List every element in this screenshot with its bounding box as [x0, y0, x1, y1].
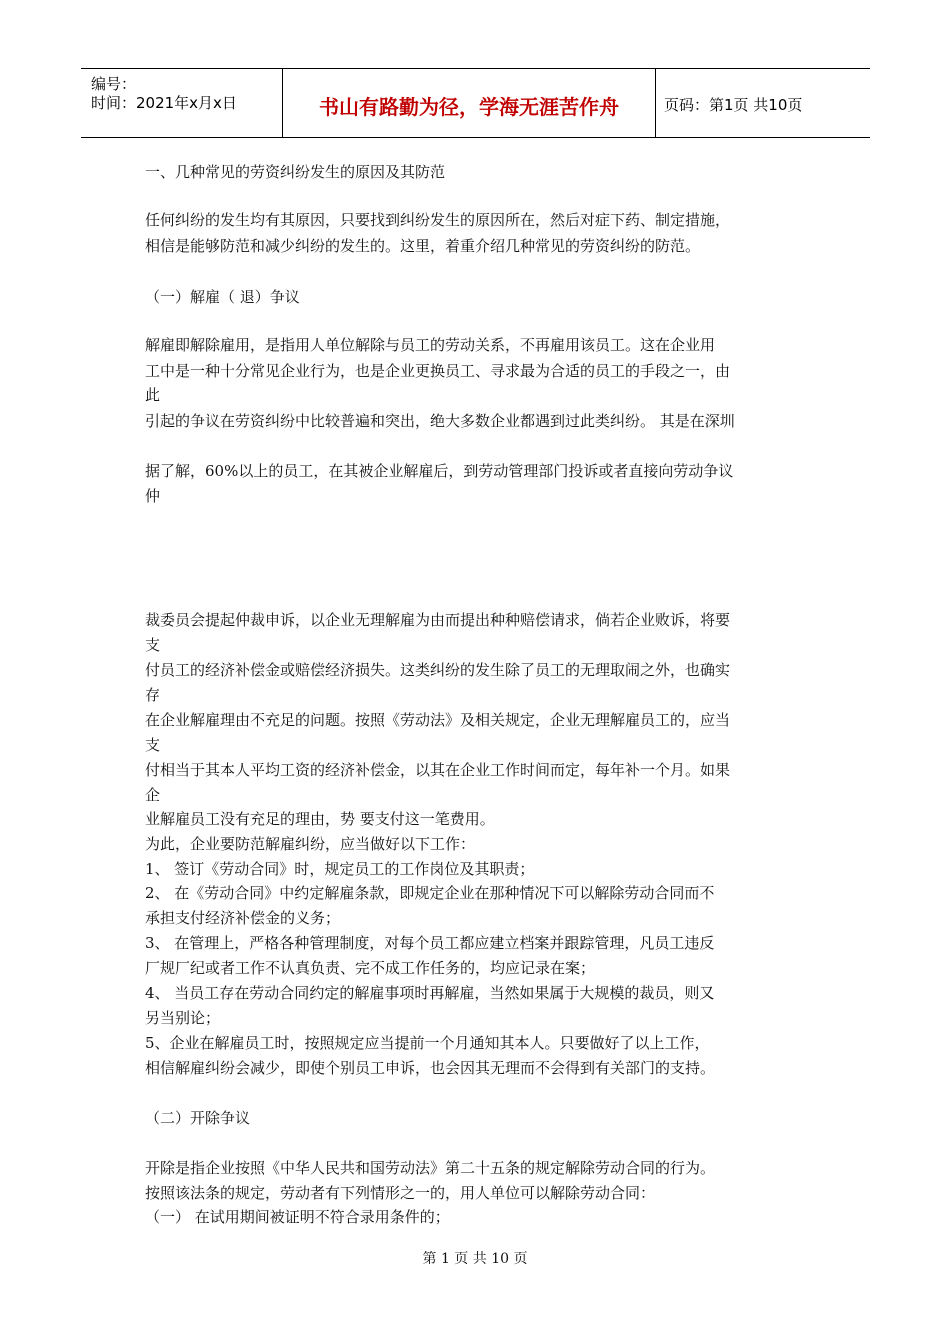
list-item: 1、 签订《劳动合同》时，规定员工的工作岗位及其职责； [145, 860, 535, 878]
paragraph-line: 工中是一种十分常见企业行为，也是企业更换员工、寻求最为合适的员工的手段之一，由 [145, 362, 731, 380]
paragraph-line: 在企业解雇理由不充足的问题。按照《劳动法》及相关规定，企业无理解雇员工的，应当 [145, 711, 731, 729]
list-item: 2、 在《劳动合同》中约定解雇条款，即规定企业在那种情况下可以解除劳动合同而不 [145, 884, 715, 902]
intro-line: 相信是能够防范和减少纠纷的发生的。这里，着重介绍几种常见的劳资纠纷的防范。 [145, 237, 701, 255]
paragraph-line: 业解雇员工没有充足的理由，势 要支付这一笔费用。 [145, 810, 495, 828]
list-item: 3、 在管理上，严格各种管理制度，对每个员工都应建立档案并跟踪管理，凡员工违反 [145, 934, 715, 952]
paragraph-line: 付员工的经济补偿金或赔偿经济损失。这类纠纷的发生除了员工的无理取闹之外，也确实 [145, 661, 731, 679]
paragraph-line: 相信解雇纠纷会减少，即使个别员工申诉，也会因其无理而不会得到有关部门的支持。 [145, 1059, 716, 1077]
header-right-cell [656, 69, 870, 137]
paragraph-line: 仲 [145, 487, 161, 505]
paragraph-line: 存 [145, 686, 161, 704]
section-title: 一、几种常见的劳资纠纷发生的原因及其防范 [145, 163, 446, 181]
list-item: 4、 当员工存在劳动合同约定的解雇事项时再解雇，当然如果属于大规模的裁员，则又 [145, 984, 715, 1002]
subsection-title-dismissal: （一）解雇（ 退）争议 [145, 288, 300, 306]
paragraph-line: 裁委员会提起仲裁申诉，以企业无理解雇为由而提出种种赔偿请求，倘若企业败诉，将要 [145, 611, 731, 629]
subsection-title-expulsion: （二）开除争议 [145, 1109, 251, 1127]
paragraph-line: 付相当于其本人平均工资的经济补偿金，以其在企业工作时间而定，每年补一个月。如果 [145, 761, 731, 779]
list-item: 5、企业在解雇员工时，按照规定应当提前一个月通知其本人。只要做好了以上工作， [145, 1034, 710, 1052]
page-footer: 第 1 页 共 10 页 [422, 1251, 528, 1267]
list-item: 另当别论； [145, 1009, 221, 1027]
paragraph-line: 企 [145, 786, 161, 804]
list-item: （一） 在试用期间被证明不符合录用条件的； [145, 1208, 450, 1226]
paragraph-line: 开除是指企业按照《中华人民共和国劳动法》第二十五条的规定解除劳动合同的行为。 [145, 1159, 716, 1177]
list-item: 厂规厂纪或者工作不认真负责、完不成工作任务的，均应记录在案； [145, 959, 596, 977]
paragraph-line: 此 [145, 386, 161, 404]
paragraph-line: 为此，企业要防范解雇纠纷，应当做好以下工作： [145, 835, 476, 853]
paragraph-line: 引起的争议在劳资纠纷中比较普遍和突出，绝大多数企业都遇到过此类纠纷。 其是在深圳 [145, 412, 735, 430]
paragraph-line: 支 [145, 736, 161, 754]
header-motto-cell [283, 69, 656, 137]
document-header [81, 68, 870, 138]
document-number-label: 编号： [91, 75, 137, 93]
list-item: 承担支付经济补偿金的义务； [145, 909, 341, 927]
header-page-info: 页码：第1页 共10页 [664, 96, 803, 114]
intro-line: 任何纠纷的发生均有其原因，只要找到纠纷发生的原因所在，然后对症下药、制定措施， [145, 211, 731, 229]
header-motto: 书山有路勤为径，学海无涯苦作舟 [319, 95, 619, 119]
paragraph-line: 据了解，60%以上的员工，在其被企业解雇后，到劳动管理部门投诉或者直接向劳动争议 [145, 462, 734, 480]
paragraph-line: 解雇即解除雇用，是指用人单位解除与员工的劳动关系，不再雇用该员工。这在企业用 [145, 336, 716, 354]
header-left-cell [81, 69, 283, 137]
document-time-label: 时间：2021年x月x日 [91, 94, 237, 112]
paragraph-line: 按照该法条的规定，劳动者有下列情形之一的，用人单位可以解除劳动合同： [145, 1184, 656, 1202]
paragraph-line: 支 [145, 636, 161, 654]
